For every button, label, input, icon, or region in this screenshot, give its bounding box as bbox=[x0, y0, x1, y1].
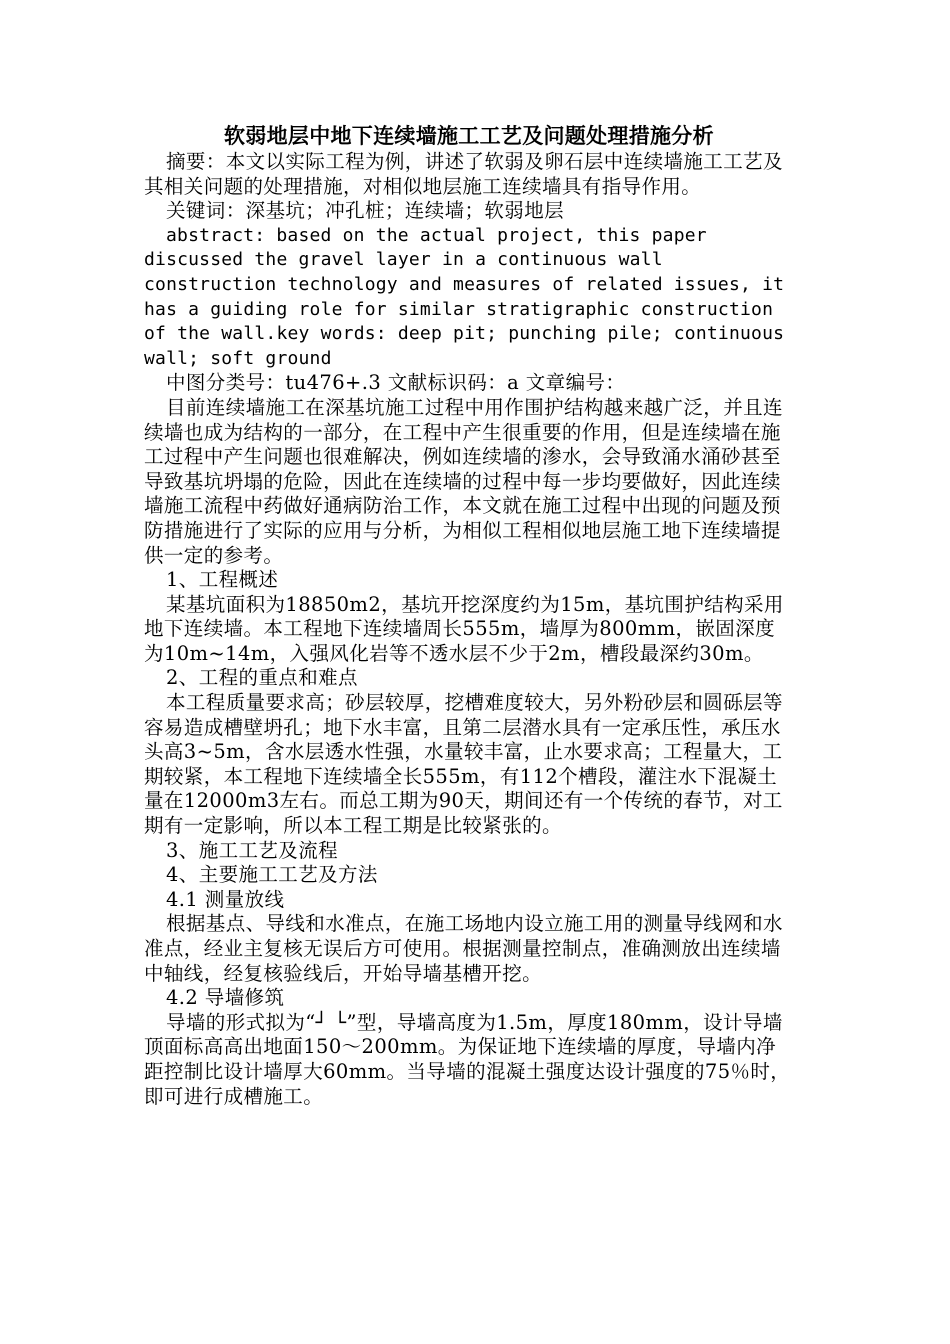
abstract-cn: 摘要：本文以实际工程为例，讲述了软弱及卵石层中连续墙施工工艺及其相关问题的处理措施，对相似地层施工连续墙具有指导作用。 bbox=[144, 150, 783, 198]
document-title: 软弱地层中地下连续墙施工工艺及问题处理措施分析 bbox=[224, 124, 714, 148]
section-2-body: 本工程质量要求高；砂层较厚，挖槽难度较大，另外粉砂层和圆砾层等容易造成槽壁坍孔；地下水丰富，且第二层潜水具有一定承压性，承压水头高3~5m，含水层透水性强，水量较丰富，止水要求高；工程量大，工期较紧，本工程地下连续墙全长555m，有112个槽段，灌注水下混凝土量在12000m3左右。而总工期为90天，期间还有一个传统的春节，对工期有一定影响，所以本工程工期是比较紧张的。 bbox=[144, 691, 783, 838]
section-4-1-heading: 4.1 测量放线 bbox=[166, 887, 285, 911]
section-4-heading: 4、主要施工工艺及方法 bbox=[166, 863, 378, 887]
section-1-heading: 1、工程概述 bbox=[166, 568, 279, 592]
section-4-2-heading: 4.2 导墙修筑 bbox=[166, 986, 285, 1010]
section-4-1-body: 根据基点、导线和水准点，在施工场地内设立施工用的测量导线网和水准点，经业主复核无误后方可使用。根据测量控制点，准确测放出连续墙中轴线，经复核验线后，开始导墙基槽开挖。 bbox=[144, 912, 783, 985]
document-body bbox=[144, 122, 794, 1109]
section-4-2-body: 导墙的形式拟为“┘ └”型，导墙高度为1.5m，厚度180mm，设计导墙顶面标高高出地面150～200mm。为保证地下连续墙的厚度，导墙内净距控制比设计墙厚大60mm。当导墙的混凝土强度达设计强度的75％时，即可进行成槽施工。 bbox=[144, 1010, 791, 1108]
section-1-body: 某基坑面积为18850m2，基坑开挖深度约为15m，基坑围护结构采用地下连续墙。本工程地下连续墙周长555m，墙厚为800mm，嵌固深度为10m~14m，入强风化岩等不透水层不少于2m，槽段最深约30m。 bbox=[144, 592, 784, 665]
abstract-en: abstract: based on the actual project, this paper discussed the gravel layer in a continuous wall construction technology and measures of related issues, it has a guiding role for similar stratigraphic construction of the wall.key words: deep pit; punching pile; continuous wall; soft ground bbox=[144, 224, 785, 369]
section-2-heading: 2、工程的重点和难点 bbox=[166, 666, 358, 690]
keywords-cn: 关键词：深基坑；冲孔桩；连续墙；软弱地层 bbox=[166, 199, 565, 223]
intro-paragraph: 目前连续墙施工在深基坑施工过程中用作围护结构越来越广泛，并且连续墙也成为结构的一部分，在工程中产生很重要的作用，但是连续墙在施工过程中产生问题也很难解决，例如连续墙的渗水，会导致涌水涌砂甚至导致基坑坍塌的危险，因此在连续墙的过程中每一步均要做好，因此连续墙施工流程中药做好通病防治工作，本文就在施工过程中出现的问题及预防措施进行了实际的应用与分析，为相似工程相似地层施工地下连续墙提供一定的参考。 bbox=[144, 395, 783, 567]
section-3-heading: 3、施工工艺及流程 bbox=[166, 838, 339, 862]
classification-line: 中图分类号：tu476+.3 文献标识码：a 文章编号： bbox=[166, 371, 626, 395]
